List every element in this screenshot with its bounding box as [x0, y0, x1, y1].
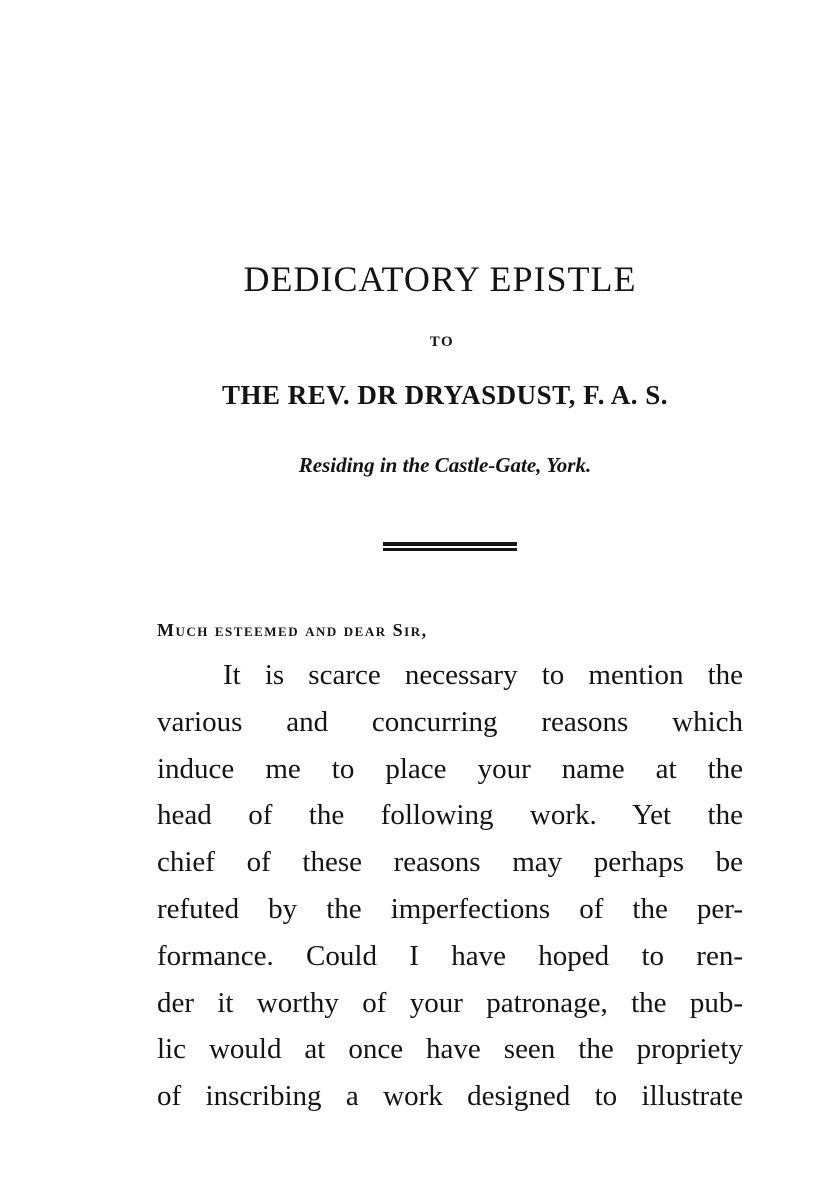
dedication-to: TO: [429, 334, 455, 350]
rule-bar-bottom: [383, 548, 517, 551]
page-title: DEDICATORY EPISTLE: [243, 259, 637, 299]
salutation: Much esteemed and dear Sir,: [157, 620, 428, 640]
body-line: chief of these reasons may perhaps be: [157, 846, 743, 879]
body-line: various and concurring reasons which: [157, 705, 743, 738]
rule-bar-top: [383, 542, 517, 546]
addressee-residence: Residing in the Castle-Gate, York.: [298, 453, 592, 477]
body-line: induce me to place your name at the: [157, 752, 743, 785]
body-line: lic would at once have seen the propriety: [157, 1033, 743, 1066]
body-line: formance. Could I have hoped to ren-: [157, 939, 743, 972]
body-line: head of the following work. Yet the: [157, 799, 743, 832]
body-line: It is scarce necessary to mention the: [223, 659, 743, 691]
body-line: of inscribing a work designed to illustrate: [157, 1080, 743, 1113]
body-line: der it worthy of your patronage, the pub-: [157, 986, 743, 1019]
ornamental-rule: [383, 542, 517, 552]
body-line: refuted by the imperfections of the per-: [157, 892, 743, 925]
body-text: [157, 652, 743, 1120]
addressee: THE REV. DR DRYASDUST, F. A. S.: [222, 380, 668, 410]
